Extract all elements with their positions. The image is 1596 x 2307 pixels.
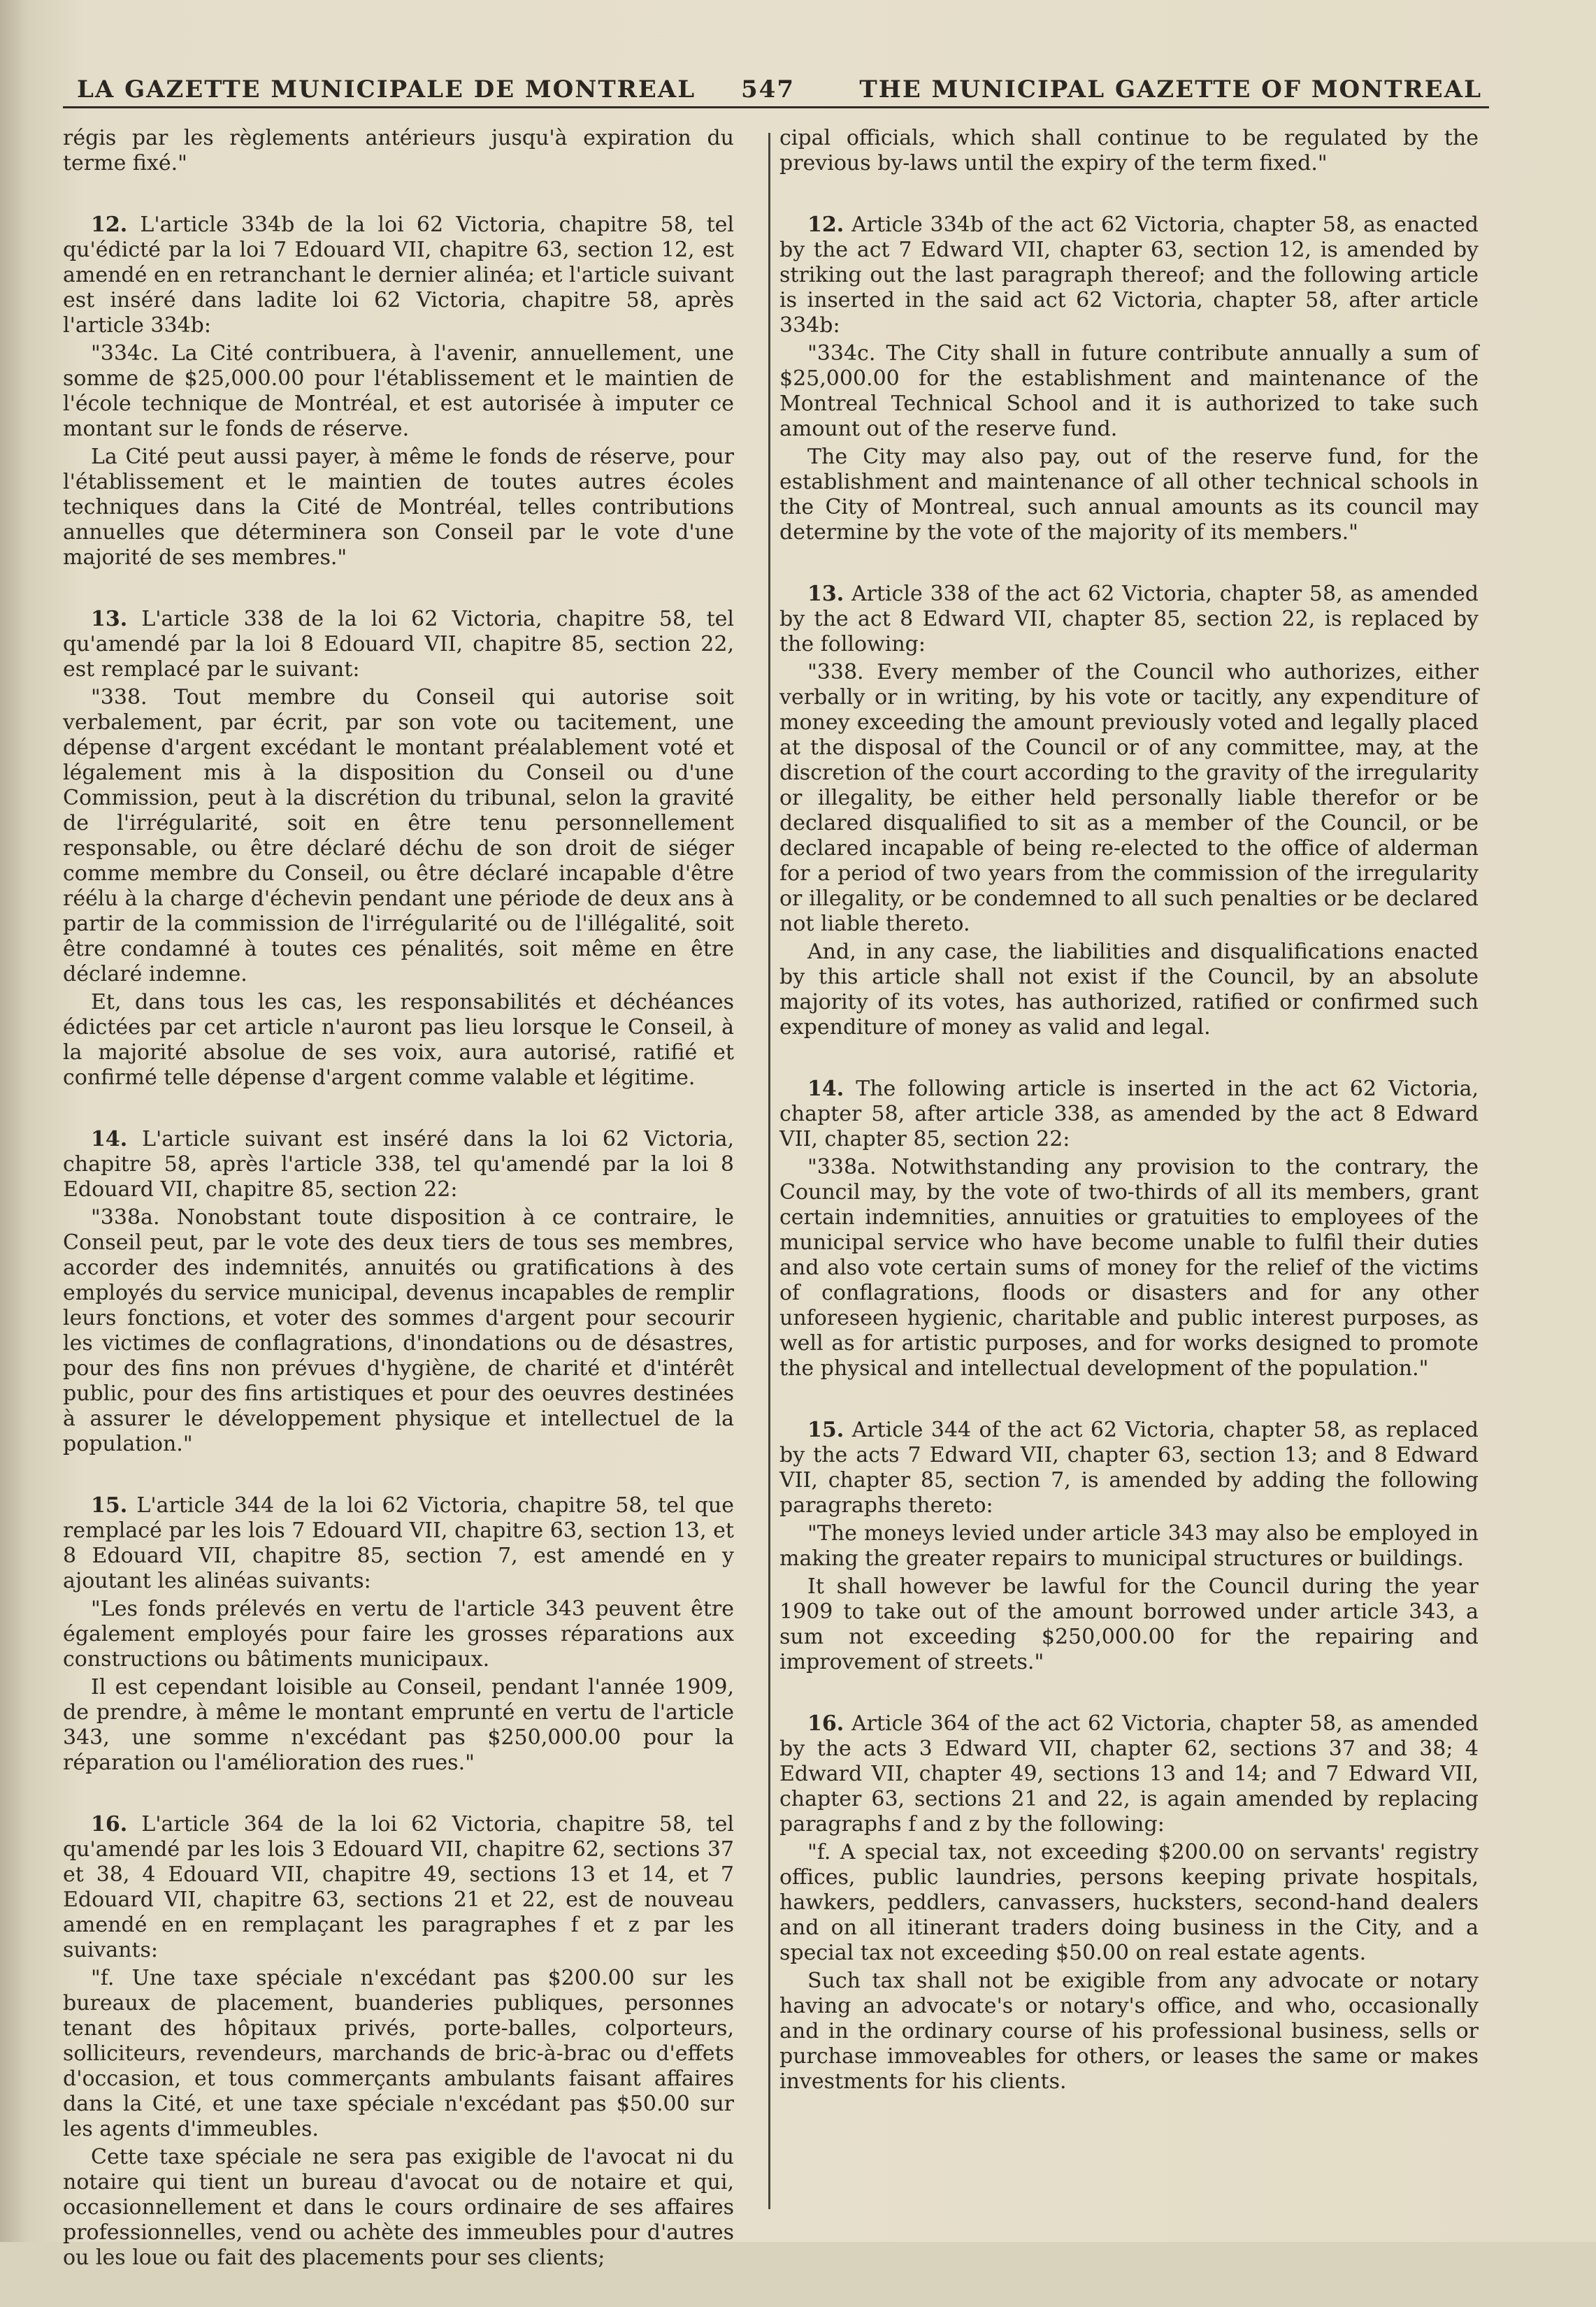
header-english-title: THE MUNICIPAL GAZETTE OF MONTREAL	[859, 76, 1482, 103]
section-number: 14.	[807, 1077, 844, 1101]
english-paragraph: 15. Article 344 of the act 62 Victoria, chapter 58, as replaced by the acts 7 Edward VII, chapter 63, section 13; and 8 Edward VII, chapter 85, section 7, is amended by adding the following paragraphs thereto:	[779, 1418, 1479, 1518]
french-paragraph: régis par les règlements antérieurs jusqu'à expiration du terme fixé."	[63, 126, 734, 175]
section-number: 15.	[807, 1418, 844, 1442]
english-section-12	[779, 213, 1479, 545]
section-number: 15.	[91, 1493, 128, 1518]
french-section	[63, 126, 734, 176]
french-paragraph: Cette taxe spéciale ne sera pas exigible de l'avocat ni du notaire qui tient un bureau d'avocat ou de notaire et qui, occasionnellement et dans le cours ordinaire de ses affaires professionnelles, vend ou achète des immeubles pour d'autres ou les loue ou fait des placements pour ses clients;	[63, 2145, 734, 2270]
section-number: 16.	[807, 1711, 844, 1736]
french-paragraph: 14. L'article suivant est inséré dans la loi 62 Victoria, chapitre 58, après l'article 338, tel qu'amendé par la loi 8 Edouard VII, chapitre 85, section 22:	[63, 1127, 734, 1202]
french-paragraph: 12. L'article 334b de la loi 62 Victoria, chapitre 58, tel qu'édicté par la loi 7 Edouard VII, chapitre 63, section 12, est amendé en en retranchant le dernier alinéa; et l'article suivant est inséré dans ladite loi 62 Victoria, chapitre 58, après l'article 334b:	[63, 213, 734, 338]
english-paragraph: "f. A special tax, not exceeding $200.00 on servants' registry offices, public laundries, persons keeping private hospitals, hawkers, peddlers, canvassers, hucksters, second-hand dealers and on all itinerant traders doing business in the City, and a special tax not exceeding $50.00 on real estate agents.	[779, 1840, 1479, 1965]
header-french-title: LA GAZETTE MUNICIPALE DE MONTREAL	[77, 76, 696, 103]
english-section-15	[779, 1418, 1479, 1675]
french-paragraph: Et, dans tous les cas, les responsabilités et déchéances édictées par cet article n'auront pas lieu lorsque le Conseil, à la majorité absolue de ses voix, aura autorisé, ratifié et confirmé telle dépense d'argent comme valable et légitime.	[63, 990, 734, 1090]
english-paragraph: Such tax shall not be exigible from any advocate or notary having an advocate's or notary's office, and who, occasionally and in the ordinary course of his professional business, sells or purchase immoveables for others, or leases the same or makes investments for his clients.	[779, 1969, 1479, 2094]
page-header	[77, 62, 1482, 117]
french-section-12	[63, 213, 734, 570]
french-paragraph: "338a. Nonobstant toute disposition à ce contraire, le Conseil peut, par le vote des deux tiers de tous ses membres, accorder des indemnités, annuités ou gratifications à des employés du service municipal, devenus incapables de remplir leurs fonctions, et voter des sommes d'argent pour secourir les victimes de conflagrations, d'inondations ou de désastres, pour des fins non prévues d'hygiène, de charité et d'intérêt public, pour des fins artistiques et pour des oeuvres destinées à assurer le développement physique et intellectuel de la population."	[63, 1205, 734, 1456]
french-section-14	[63, 1127, 734, 1457]
english-paragraph: 16. Article 364 of the act 62 Victoria, chapter 58, as amended by the acts 3 Edward VII, chapter 62, sections 37 and 38; 4 Edward VII, chapter 49, sections 13 and 14; and 7 Edward VII, chapter 63, sections 21 and 22, is again amended by replacing paragraphs f and z by the following:	[779, 1711, 1479, 1837]
french-section-13	[63, 607, 734, 1091]
english-column	[779, 126, 1479, 2131]
section-number: 14.	[91, 1127, 128, 1151]
english-paragraph: 12. Article 334b of the act 62 Victoria, chapter 58, as enacted by the act 7 Edward VII, chapter 63, section 12, is amended by striking out the last paragraph thereof; and the following article is inserted in the said act 62 Victoria, chapter 58, after article 334b:	[779, 213, 1479, 338]
english-paragraph: "338a. Notwithstanding any provision to the contrary, the Council may, by the vote of two-thirds of all its members, grant certain indemnities, annuities or gratuities to employees of the municipal service who have become unable to fulfil their duties and also vote certain sums of money for the relief of the victims of conflagrations, floods or disasters and for any other unforeseen hygienic, charitable and public interest purposes, as well as for artistic purposes, and for works designed to promote the physical and intellectual development of the population."	[779, 1155, 1479, 1381]
english-section	[779, 126, 1479, 176]
english-paragraph: cipal officials, which shall continue to be regulated by the previous by-laws until the expiry of the term fixed."	[779, 126, 1479, 175]
english-paragraph: "334c. The City shall in future contribute annually a sum of $25,000.00 for the establishment and maintenance of the Montreal Technical School and it is authorized to take such amount out of the reserve fund.	[779, 341, 1479, 441]
english-paragraph: 13. Article 338 of the act 62 Victoria, chapter 58, as amended by the act 8 Edward VII, chapter 85, section 22, is replaced by the following:	[779, 582, 1479, 656]
french-column	[63, 126, 734, 2307]
english-section-14	[779, 1077, 1479, 1381]
french-paragraph: 16. L'article 364 de la loi 62 Victoria, chapitre 58, tel qu'amendé par les lois 3 Edouard VII, chapitre 62, sections 37 et 38, 4 Edouard VII, chapitre 49, sections 13 et 14, et 7 Edouard VII, chapitre 63, sections 21 et 22, est de nouveau amendé en en remplaçant les paragraphes f et z par les suivants:	[63, 1812, 734, 1962]
column-divider	[768, 133, 770, 2209]
french-paragraph: "Les fonds prélevés en vertu de l'article 343 peuvent être également employés pour faire les grosses réparations aux constructions ou bâtiments municipaux.	[63, 1597, 734, 1672]
section-number: 13.	[91, 607, 128, 631]
french-section-15	[63, 1493, 734, 1776]
page-number: 547	[741, 76, 795, 103]
french-section-16	[63, 1812, 734, 2271]
french-paragraph: "338. Tout membre du Conseil qui autorise soit verbalement, par écrit, par son vote ou tacitement, une dépense d'argent excédant le montant préalablement voté et légalement mis à la disposition du Conseil ou d'une Commission, peut à la discrétion du tribunal, selon la gravité de l'irrégularité, soit en être tenu personnellement responsable, ou être déclaré déchu de son droit de siéger comme membre du Conseil, ou être déclaré incapable d'être réélu à la charge d'échevin pendant une période de deux ans à partir de la commission de l'irrégularité ou de l'illégalité, soit être condamné à toutes ces pénalités, soit même en être déclaré indemne.	[63, 685, 734, 986]
english-paragraph: And, in any case, the liabilities and disqualifications enacted by this article shall not exist if the Council, by an absolute majority of its votes, has authorized, ratified or confirmed such expenditure of money as valid and legal.	[779, 940, 1479, 1040]
english-paragraph: "The moneys levied under article 343 may also be employed in making the greater repairs to municipal structures or buildings.	[779, 1521, 1479, 1571]
section-number: 12.	[807, 213, 844, 237]
english-paragraph: "338. Every member of the Council who authorizes, either verbally or in writing, by his vote or tacitly, any expenditure of money exceeding the amount previously voted and legally placed at the disposal of the Council or of any committee, may, at the discretion of the court according to the gravity of the irregularity or illegality, be either held personally liable therefor or be declared disqualified to sit as a member of the Council, or be declared incapable of being re-elected to the office of alderman for a period of two years from the commission of the irregularity or illegality, or be condemned to all such penalties or be declared not liable thereto.	[779, 660, 1479, 936]
english-paragraph: The City may also pay, out of the reserve fund, for the establishment and maintenance of all other technical schools in the City of Montreal, such annual amounts as its council may determine by the vote of the majority of its members."	[779, 445, 1479, 545]
english-section-13	[779, 582, 1479, 1040]
english-paragraph: It shall however be lawful for the Council during the year 1909 to take out of the amount borrowed under article 343, a sum not exceeding $250,000.00 for the repairing and improvement of streets."	[779, 1574, 1479, 1674]
french-paragraph: "f. Une taxe spéciale n'excédant pas $200.00 sur les bureaux de placement, buanderies publiques, personnes tenant des hôpitaux privés, porte-balles, colporteurs, solliciteurs, revendeurs, marchands de bric-à-brac ou d'effets d'occasion, et tous commerçants ambulants faisant affaires dans la Cité, et une taxe spéciale n'excédant pas $50.00 sur les agents d'immeubles.	[63, 1966, 734, 2141]
french-paragraph: 15. L'article 344 de la loi 62 Victoria, chapitre 58, tel que remplacé par les lois 7 Edouard VII, chapitre 63, section 13, et 8 Edouard VII, chapitre 85, section 7, est amendé en y ajoutant les alinéas suivants:	[63, 1493, 734, 1593]
section-number: 12.	[91, 213, 128, 237]
section-number: 16.	[91, 1812, 128, 1837]
french-paragraph: Il est cependant loisible au Conseil, pendant l'année 1909, de prendre, à même le montant emprunté en vertu de l'article 343, une somme n'excédant pas $250,000.00 pour la réparation ou l'amélioration des rues."	[63, 1675, 734, 1775]
english-section-16	[779, 1711, 1479, 2094]
french-paragraph: La Cité peut aussi payer, à même le fonds de réserve, pour l'établissement et le maintien de toutes autres écoles techniques dans la Cité de Montréal, telles contributions annuelles que déterminera son Conseil par le vote d'une majorité de ses membres."	[63, 445, 734, 570]
french-paragraph: "334c. La Cité contribuera, à l'avenir, annuellement, une somme de $25,000.00 pour l'établissement et le maintien de l'école technique de Montréal, et est autorisée à imputer ce montant sur le fonds de réserve.	[63, 341, 734, 441]
section-number: 13.	[807, 582, 844, 606]
french-paragraph: 13. L'article 338 de la loi 62 Victoria, chapitre 58, tel qu'amendé par la loi 8 Edouard VII, chapitre 85, section 22, est remplacé par le suivant:	[63, 607, 734, 682]
header-rule	[63, 106, 1489, 108]
english-paragraph: 14. The following article is inserted in the act 62 Victoria, chapter 58, after article 338, as amended by the act 8 Edward VII, chapter 85, section 22:	[779, 1077, 1479, 1151]
